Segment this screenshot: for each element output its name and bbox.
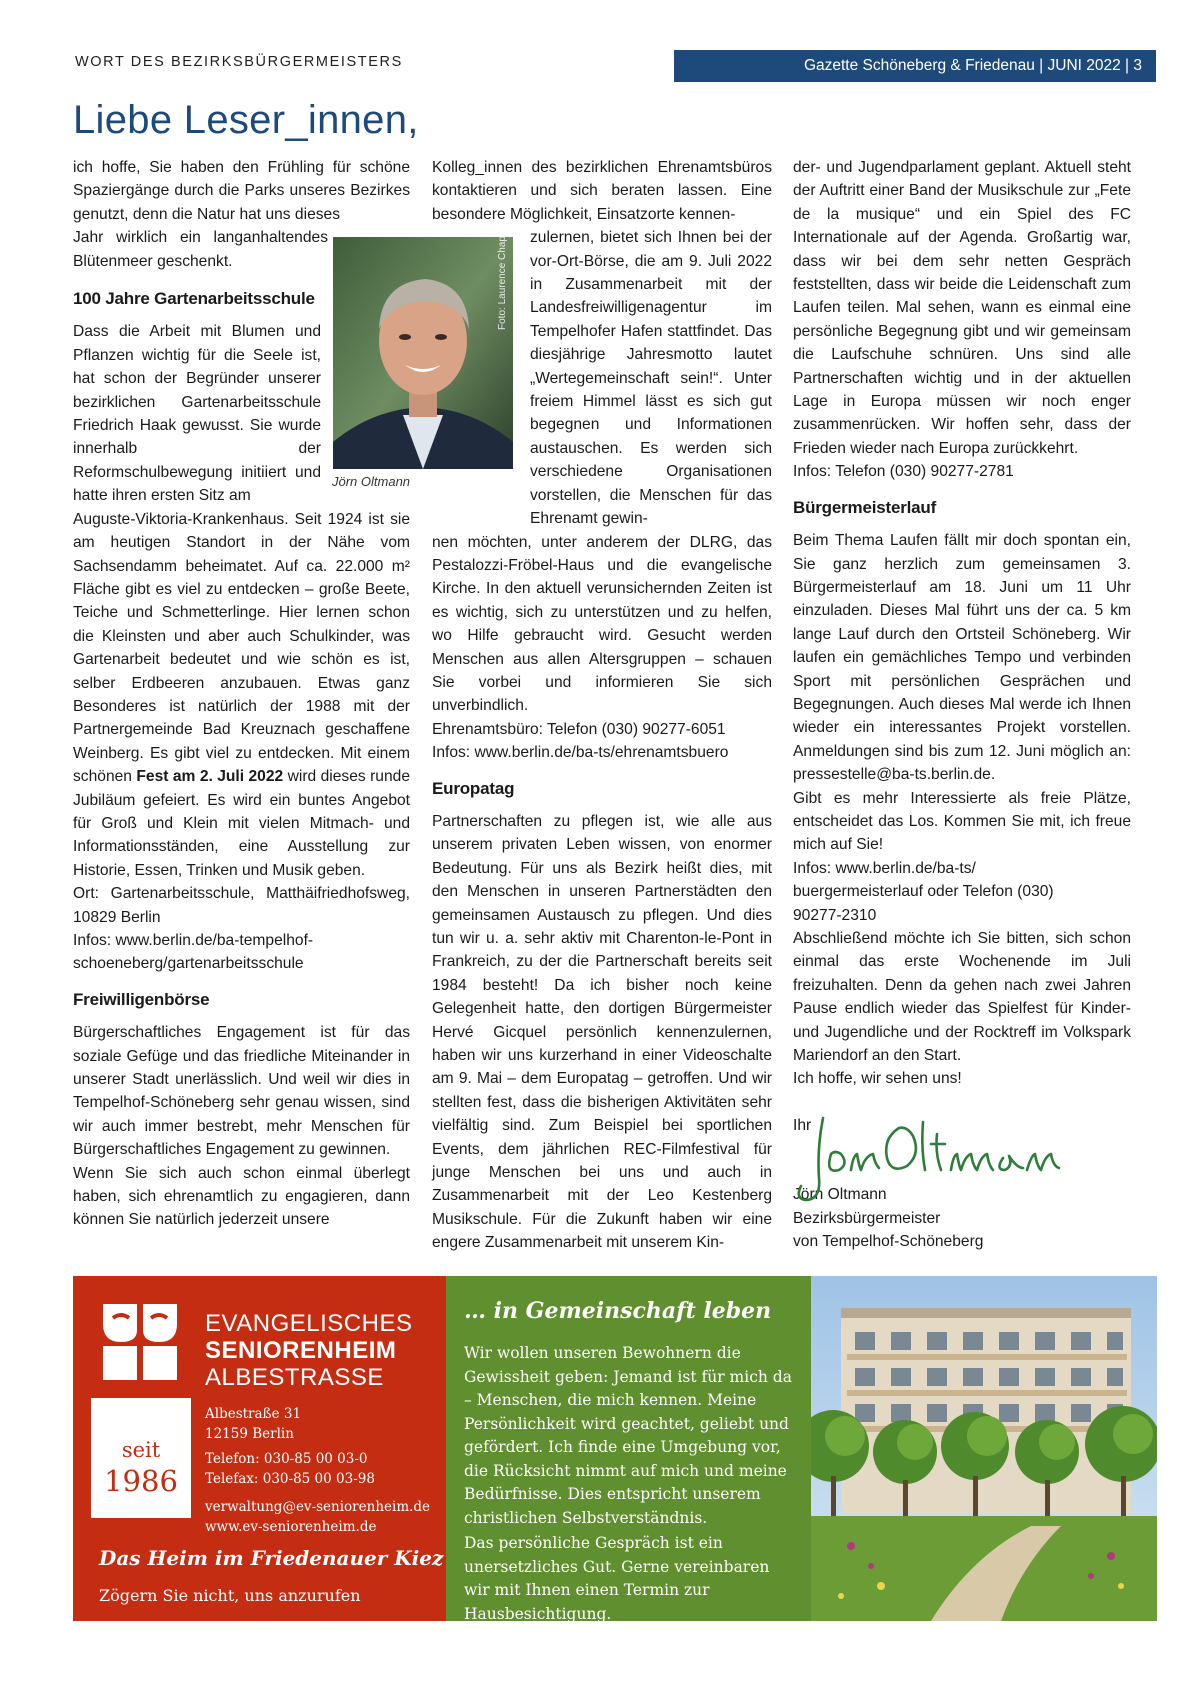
advert-name-line: EVANGELISCHES xyxy=(205,1310,413,1337)
page-title: Liebe Leser_innen, xyxy=(73,98,419,142)
paragraph-text: der- und Jugendparlament geplant. Aktuell steht der Auftritt einer Band der Musikschule zur „Fete de la musique“ und ein Spiel des FC Internationale auf der Agenda. Großartig war, dass wir bei dem sehr netten Gespräch feststellten, dass wir beide die Leidenschaft zum Laufen teilen. Mal sehen, wann es einmal eine persönliche Begegnung gibt und wir gemeinsam die Laufschuhe schnüren. Uns sind alle Partnerschaften wichtig und in der aktuellen Lage in Europa müssen wir noch enger zusammenrücken. Wir hoffen sehr, dass der Frieden wieder nach Europa zurückkehrt. xyxy=(793,159,1131,457)
founding-badge xyxy=(91,1398,191,1518)
signer-title: Bezirksbürgermeister xyxy=(793,1209,941,1227)
advert-tagline: … in Gemeinschaft leben xyxy=(464,1298,772,1324)
advert-website: www.ev-seniorenheim.de xyxy=(205,1519,377,1535)
signer-district: von Tempelhof-Schöneberg xyxy=(793,1233,984,1251)
event-date: Fest am 2. Juli 2022 xyxy=(136,768,284,786)
info-link-line: buergermeisterlauf oder Telefon (030) xyxy=(793,883,1054,901)
advert-city: 12159 Berlin xyxy=(205,1426,294,1442)
info-link xyxy=(793,857,1131,927)
signer-name: Jörn Oltmann xyxy=(793,1186,887,1204)
photo-caption: Jörn Oltmann xyxy=(332,474,411,489)
column-2 xyxy=(432,156,772,1255)
advert-slogan: Das Heim im Friedenauer Kiez xyxy=(99,1546,444,1570)
heading-gartenarbeitsschule: 100 Jahre Gartenarbeitsschule xyxy=(73,289,315,309)
advert-cta: Zögern Sie nicht, uns anzurufen xyxy=(99,1586,361,1605)
paragraph-text: Gibt es mehr Interessierte als freie Plätze, entscheidet das Los. Kommen Sie mit, ich freue mich auf Sie! xyxy=(793,789,1131,854)
handwritten-signature xyxy=(795,1108,1065,1208)
info-link: Infos: www.berlin.de/ba-tempelhof-schoeneberg/gartenarbeitsschule xyxy=(73,932,314,973)
photo-credit: Foto: Laurence Chaperon xyxy=(497,216,508,330)
advert-panel-contact xyxy=(73,1276,446,1621)
paragraph-text: nen möchten, unter anderem der DLRG, das Pestalozzi-Fröbel-Haus und die evangelische Kirche. In den aktuell verunsichernden Zeiten ist es wichtig, sich zu unterstützen und zu helfen, wo Hilfe gebraucht wird. Gesucht werden Menschen aus allen Altersgruppen – schauen Sie vorbei und informieren Sie sich unverbindlich. xyxy=(432,533,772,715)
advert-street: Albestraße 31 xyxy=(205,1406,302,1422)
advert-text-2: Das persönliche Gespräch ist ein unersetzliches Gut. Gerne vereinbaren wir mit Ihnen einen Termin zur Hausbesichtigung. xyxy=(464,1534,770,1623)
building-photo xyxy=(811,1276,1157,1621)
paragraph-buergermeisterlauf: Beim Thema Laufen fällt mir doch spontan ein, Sie ganz herzlich zum gemeinsamen 3. Bürgermeisterlauf am 18. Juni um 11 Uhr einzuladen. Dieses Mal führt uns der ca. 5 km lange Lauf durch den Ortsteil Schöneberg. Wir laufen ein gemächliches Tempo und verbinden Sport mit persönlichen Gesprächen und Begegnungen. Auch dieses Mal werde ich Ihnen wieder ein interessantes Projekt vorstellen. Anmeldungen sind bis zum 12. Juni möglich an: pressestelle@ba-ts.berlin.de. xyxy=(793,532,1131,784)
heading-freiwilligenboerse: Freiwilligenbörse xyxy=(73,989,210,1009)
paragraph-text: Abschließend möchte ich Sie bitten, sich schon einmal das erste Wochenende im Juli freizuhalten. Denn da gehen nach zwei Jahren Pause endlich wieder das Spielfest für Kinder-und Jugendliche und der Rocktreff im Volkspark Mariendorf an den Start. xyxy=(793,930,1131,1065)
address-text: Ort: Gartenarbeitsschule, Matthäifriedhofsweg, 10829 Berlin xyxy=(73,885,410,926)
heading-europatag: Europatag xyxy=(432,778,515,798)
paragraph-gartenarbeitsschule-narrow: Dass die Arbeit mit Blumen und Pflanzen wichtig für die Seele ist, hat schon der Begründer unserer bezirklichen Gartenarbeitsschule Friedrich Haak gewusst. Sie wurde innerhalb der Reformschulbewegung initiiert und hatte ihren ersten Sitz am xyxy=(73,323,321,505)
founding-year: 1986 xyxy=(104,1464,178,1498)
founding-label: seit xyxy=(121,1438,161,1462)
advert-address xyxy=(205,1404,440,1537)
publication-info: Gazette Schöneberg & Friedenau | JUNI 2022 | 3 xyxy=(803,57,1142,74)
section-label: WORT DES BEZIRKSBÜRGERMEISTERS xyxy=(75,54,403,70)
advert-text-1: Wir wollen unseren Bewohnern die Gewissheit geben: Jemand ist für mich da – Menschen, die mich kennen. Meine Persönlichkeit wird geachtet, geliebt und gefördert. Ich finde eine Umgebung vor, die Rücksicht nimmt auf mich und meine Bedürfnisse. Dies entspricht unserem christlichen Selbstverständnis. xyxy=(464,1344,792,1527)
paragraph-freiwilligenboerse: Bürgerschaftliches Engagement ist für das soziale Gefüge und das friedliche Miteinander in unserer Stadt unerlässlich. Und weil wir dies in Tempelhof-Schöneberg sehr genau wissen, sind wir auch immer bestrebt, mehr Menschen für Bürgerschaftliches Engagement zu gewinnen. xyxy=(73,1024,410,1159)
advert-panel-text xyxy=(446,1276,811,1621)
paragraph-freiwilligenboerse-2: Wenn Sie sich auch schon einmal überlegt haben, sich ehrenamtlich zu engagieren, dann können Sie natürlich jederzeit unsere xyxy=(73,1164,410,1229)
info-link-line: Infos: www.berlin.de/ba-ts/ xyxy=(793,859,976,877)
contact-phone: Infos: Telefon (030) 90277-2781 xyxy=(793,463,1014,481)
info-link-line: 90277-2310 xyxy=(793,906,877,924)
publication-bar xyxy=(674,50,1156,82)
paragraph-text-narrow: zulernen, bietet sich Ihnen bei der vor-Ort-Börse, die am 9. Juli 2022 in Zusammenarbeit mit der Landesfreiwilligenagentur im Tempelhofer Hafen stattfindet. Das diesjährige Jahresmotto lautet „Wertegemeinschaft sein!“. Unter freiem Himmel lässt es sich gut begegnen und Informationen austauschen. Es werden sich verschiedene Organisationen vorstellen, die Menschen für das Ehrenamt gewin- xyxy=(530,229,772,528)
paragraph-text: wird dieses runde Jubiläum gefeiert. Es wird ein buntes Angebot für Groß und Klein mit vielen Mitmach- und Informationsständen, eine Ausstellung zur Historie, Essen, Trinken und Musik geben. xyxy=(73,768,410,879)
advert-fax: Telefax: 030-85 00 03-98 xyxy=(205,1471,375,1487)
advert-phone: Telefon: 030-85 00 03-0 xyxy=(205,1451,368,1467)
salutation: Ihr xyxy=(793,1116,812,1134)
paragraph-text: Kolleg_innen des bezirklichen Ehrenamtsbüros kontaktieren und sich beraten lassen. Eine besondere Möglichkeit, Einsatzorte kennen- xyxy=(432,159,772,223)
contact-phone: Ehrenamtsbüro: Telefon (030) 90277-6051 xyxy=(432,720,726,738)
paragraph-text: Auguste-Viktoria-Krankenhaus. Seit 1924 ist sie am heutigen Standort in der Nähe vom Sachsendamm beheimatet. Auf ca. 22.000 m² Fläche gibt es viel zu entdecken – große Beete, Teiche und Schmetterlinge. Hier lernen schon die Kleinsten und aber auch Schulkinder, was Gartenarbeit bedeutet und wie schön es ist, selber Erdbeeren anzubauen. Etwas ganz Besonderes ist natürlich der 1988 mit der Partnergemeinde Bad Kreuznach geschaffene Weinberg. Es gibt viel zu entdecken. Mit einem schönen xyxy=(73,510,410,786)
advert-email: verwaltung@ev-seniorenheim.de xyxy=(205,1499,431,1515)
info-link: Infos: www.berlin.de/ba-ts/ehrenamtsbuero xyxy=(432,744,729,762)
intro-text: ich hoffe, Sie haben den Frühling für schöne Spaziergänge durch die Parks unseres Bezirkes genutzt, denn die Natur hat uns dieses xyxy=(73,159,410,223)
closing-line: Ich hoffe, wir sehen uns! xyxy=(793,1070,962,1088)
advert-name-line: SENIORENHEIM xyxy=(205,1337,397,1364)
column-3 xyxy=(793,156,1131,1253)
paragraph-gartenarbeitsschule xyxy=(73,508,410,883)
advert-name xyxy=(205,1310,412,1391)
logo-icon xyxy=(99,1300,181,1384)
intro-text-narrow: Jahr wirklich ein langanhaltendes Blütenmeer geschenkt. xyxy=(73,229,328,270)
advert-name-line: ALBESTRASSE xyxy=(205,1364,384,1391)
heading-buergermeisterlauf: Bürgermeisterlauf xyxy=(793,497,937,517)
paragraph-europatag: Partnerschaften zu pflegen ist, wie alle aus unserem privaten Leben wissen, von enormer Bedeutung. Für uns als Bezirk heißt dies, mit den Menschen in unseren Partnerstädten den gemeinsamen Austausch zu pflegen. Und dies tun wir u. a. sehr aktiv mit Charenton-le-Pont in Frankreich, zu der die Partnerschaft bereits seit 1984 besteht! Da ich bisher noch keine Gelegenheit hatte, den dortigen Bürgermeister Hervé Gicquel persönlich kennenzulernen, haben wir uns kurzerhand in einer Videoschalte am 9. Mai – dem Europatag – getroffen. Und wir stellten fest, dass die bisherigen Aktivitäten sehr vielfältig sind. Zum Beispiel bei sportlichen Events, dem jährlichen REC-Filmfestival für junge Menschen bei uns und auch in Zusammenarbeit mit der Leo Kestenberg Musikschule. Für die Zukunft haben wir eine engere Zusammenarbeit mit unserem Kin- xyxy=(432,812,772,1252)
